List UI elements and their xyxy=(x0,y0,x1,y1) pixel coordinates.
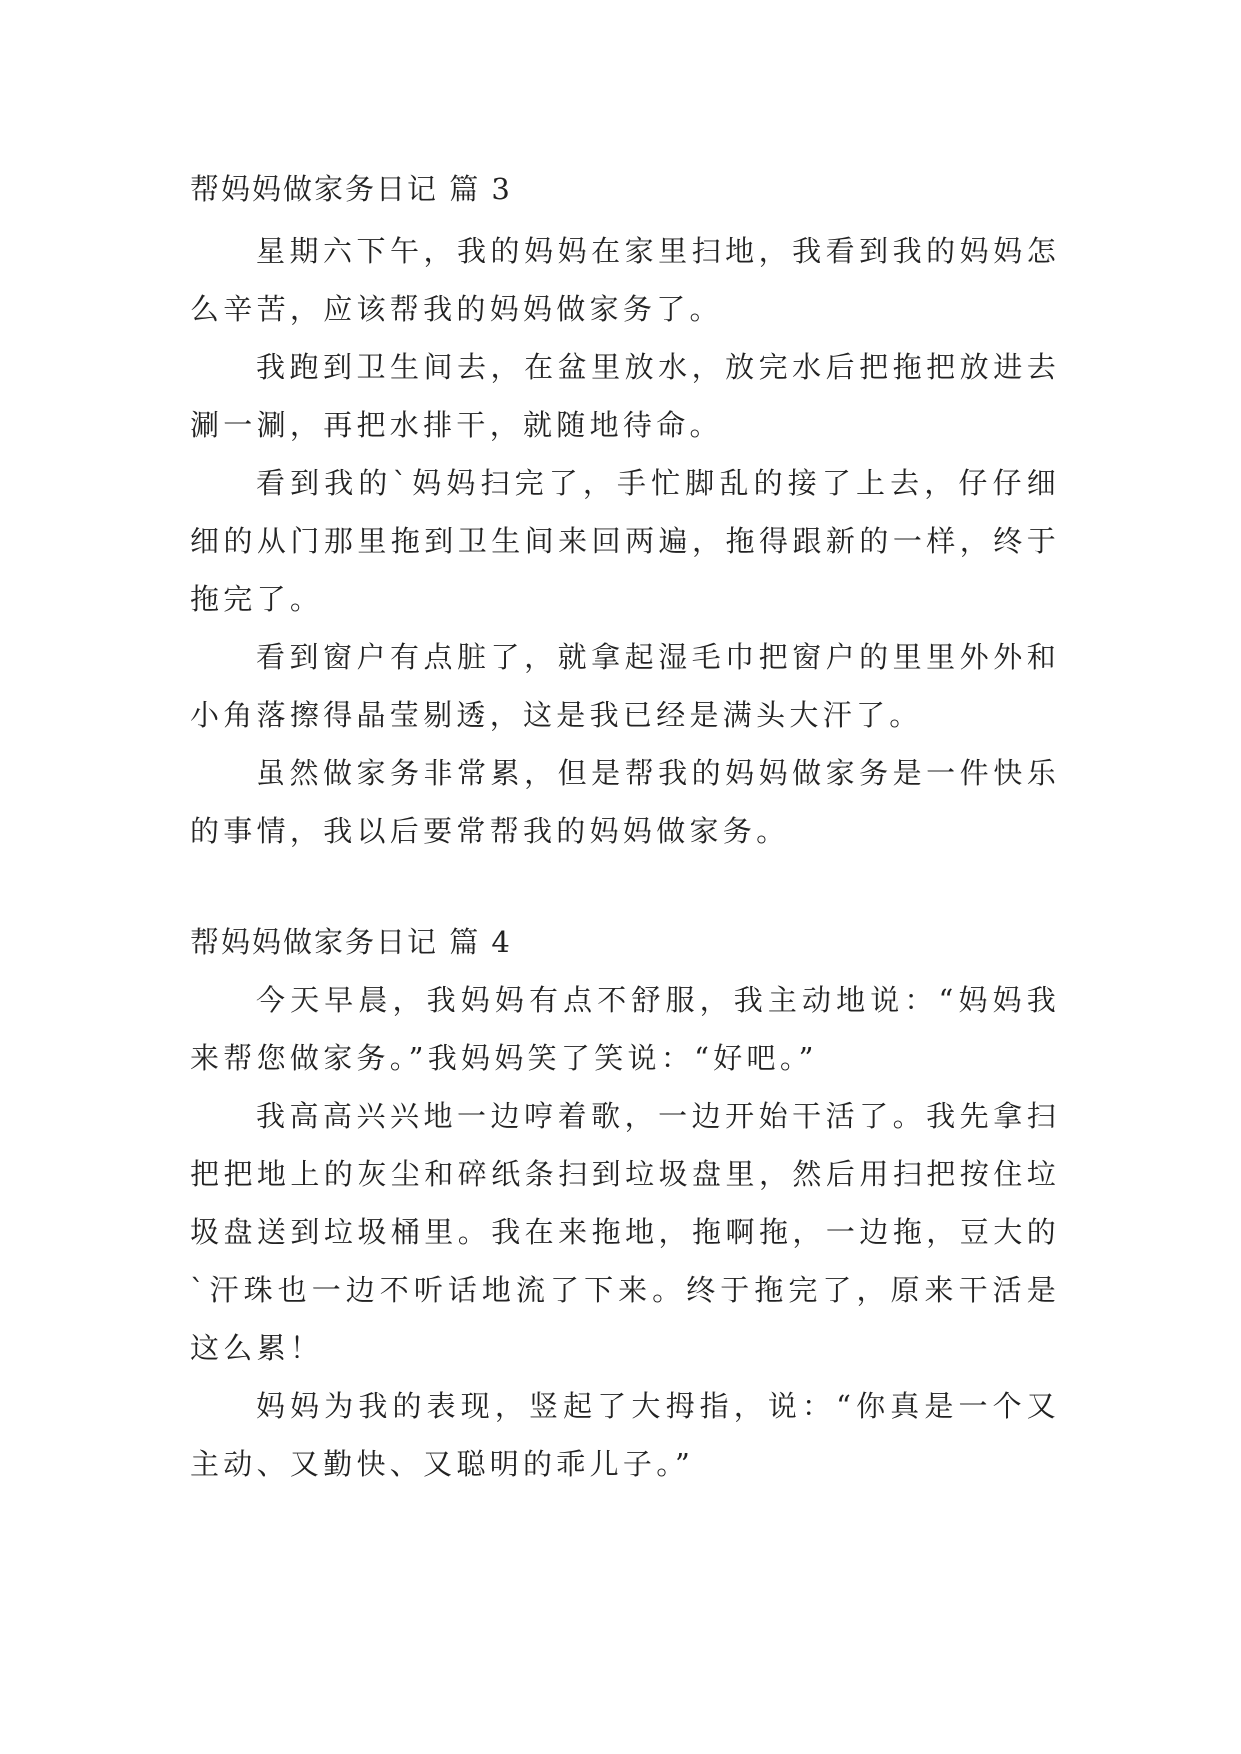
entry-heading: 帮妈妈做家务日记 篇 3 xyxy=(190,172,512,206)
diary-entry-3 xyxy=(190,162,1060,860)
paragraph: 妈妈为我的表现，竖起了大拇指，说：“你真是一个又主动、又勤快、又聪明的乖儿子。” xyxy=(190,1389,1060,1481)
paragraph: 虽然做家务非常累，但是帮我的妈妈做家务是一件快乐的事情，我以后要常帮我的妈妈做家务。 xyxy=(190,756,1060,848)
diary-entry-4 xyxy=(190,915,1060,1493)
paragraph: 今天早晨，我妈妈有点不舒服，我主动地说：“妈妈我来帮您做家务。”我妈妈笑了笑说：“好吧。” xyxy=(190,983,1060,1075)
paragraph: 看到我的`妈妈扫完了，手忙脚乱的接了上去，仔仔细细的从门那里拖到卫生间来回两遍，拖得跟新的一样，终于拖完了。 xyxy=(190,466,1060,616)
paragraph: 看到窗户有点脏了，就拿起湿毛巾把窗户的里里外外和小角落擦得晶莹剔透，这是我已经是满头大汗了。 xyxy=(190,640,1060,732)
paragraph: 我高高兴兴地一边哼着歌，一边开始干活了。我先拿扫把把地上的灰尘和碎纸条扫到垃圾盘里，然后用扫把按住垃圾盘送到垃圾桶里。我在来拖地，拖啊拖，一边拖，豆大的`汗珠也一边不听话地流了下来。终于拖完了，原来干活是这么累！ xyxy=(190,1099,1060,1365)
paragraph: 我跑到卫生间去，在盆里放水，放完水后把拖把放进去涮一涮，再把水排干，就随地待命。 xyxy=(190,350,1060,442)
paragraph: 星期六下午，我的妈妈在家里扫地，我看到我的妈妈怎么辛苦，应该帮我的妈妈做家务了。 xyxy=(190,234,1060,326)
entry-heading: 帮妈妈做家务日记 篇 4 xyxy=(190,925,512,959)
